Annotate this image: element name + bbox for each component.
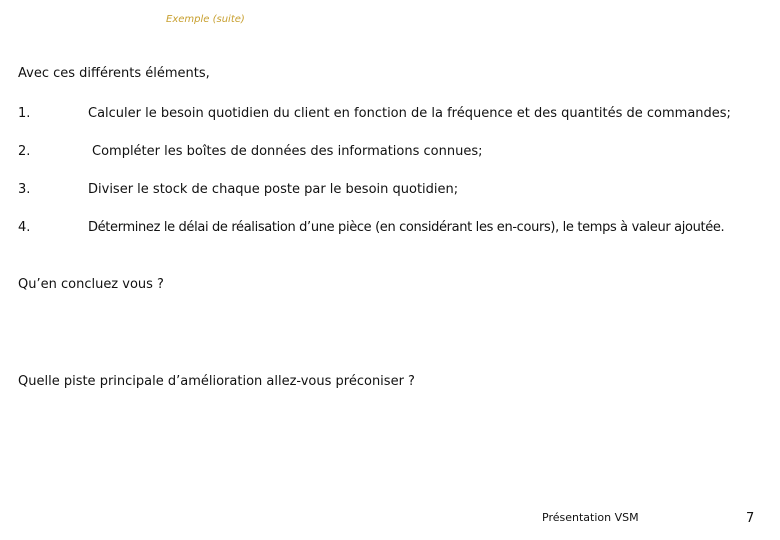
step-text: Compléter les boîtes de données des informations connues;	[92, 144, 483, 159]
step-number: 4.	[18, 220, 31, 235]
step-text: Déterminez le délai de réalisation d’une pièce (en considérant les en-cours), le temps à valeur ajoutée.	[88, 220, 725, 235]
step-number: 3.	[18, 182, 31, 197]
intro-text: Avec ces différents éléments,	[18, 66, 210, 81]
slide-header: Exemple (suite)	[166, 14, 245, 25]
conclusion-question: Qu’en concluez vous ?	[18, 277, 164, 292]
step-item	[18, 144, 483, 159]
page-number: 7	[746, 511, 755, 526]
step-item	[18, 220, 724, 235]
step-item	[18, 182, 458, 197]
step-text: Calculer le besoin quotidien du client en fonction de la fréquence et des quantités de commandes;	[88, 106, 731, 121]
step-item	[18, 106, 731, 121]
step-number: 1.	[18, 106, 31, 121]
step-text: Diviser le stock de chaque poste par le besoin quotidien;	[88, 182, 459, 197]
improvement-question: Quelle piste principale d’amélioration allez-vous préconiser ?	[18, 374, 415, 389]
step-number: 2.	[18, 144, 31, 159]
footer-title: Présentation VSM	[542, 511, 639, 524]
